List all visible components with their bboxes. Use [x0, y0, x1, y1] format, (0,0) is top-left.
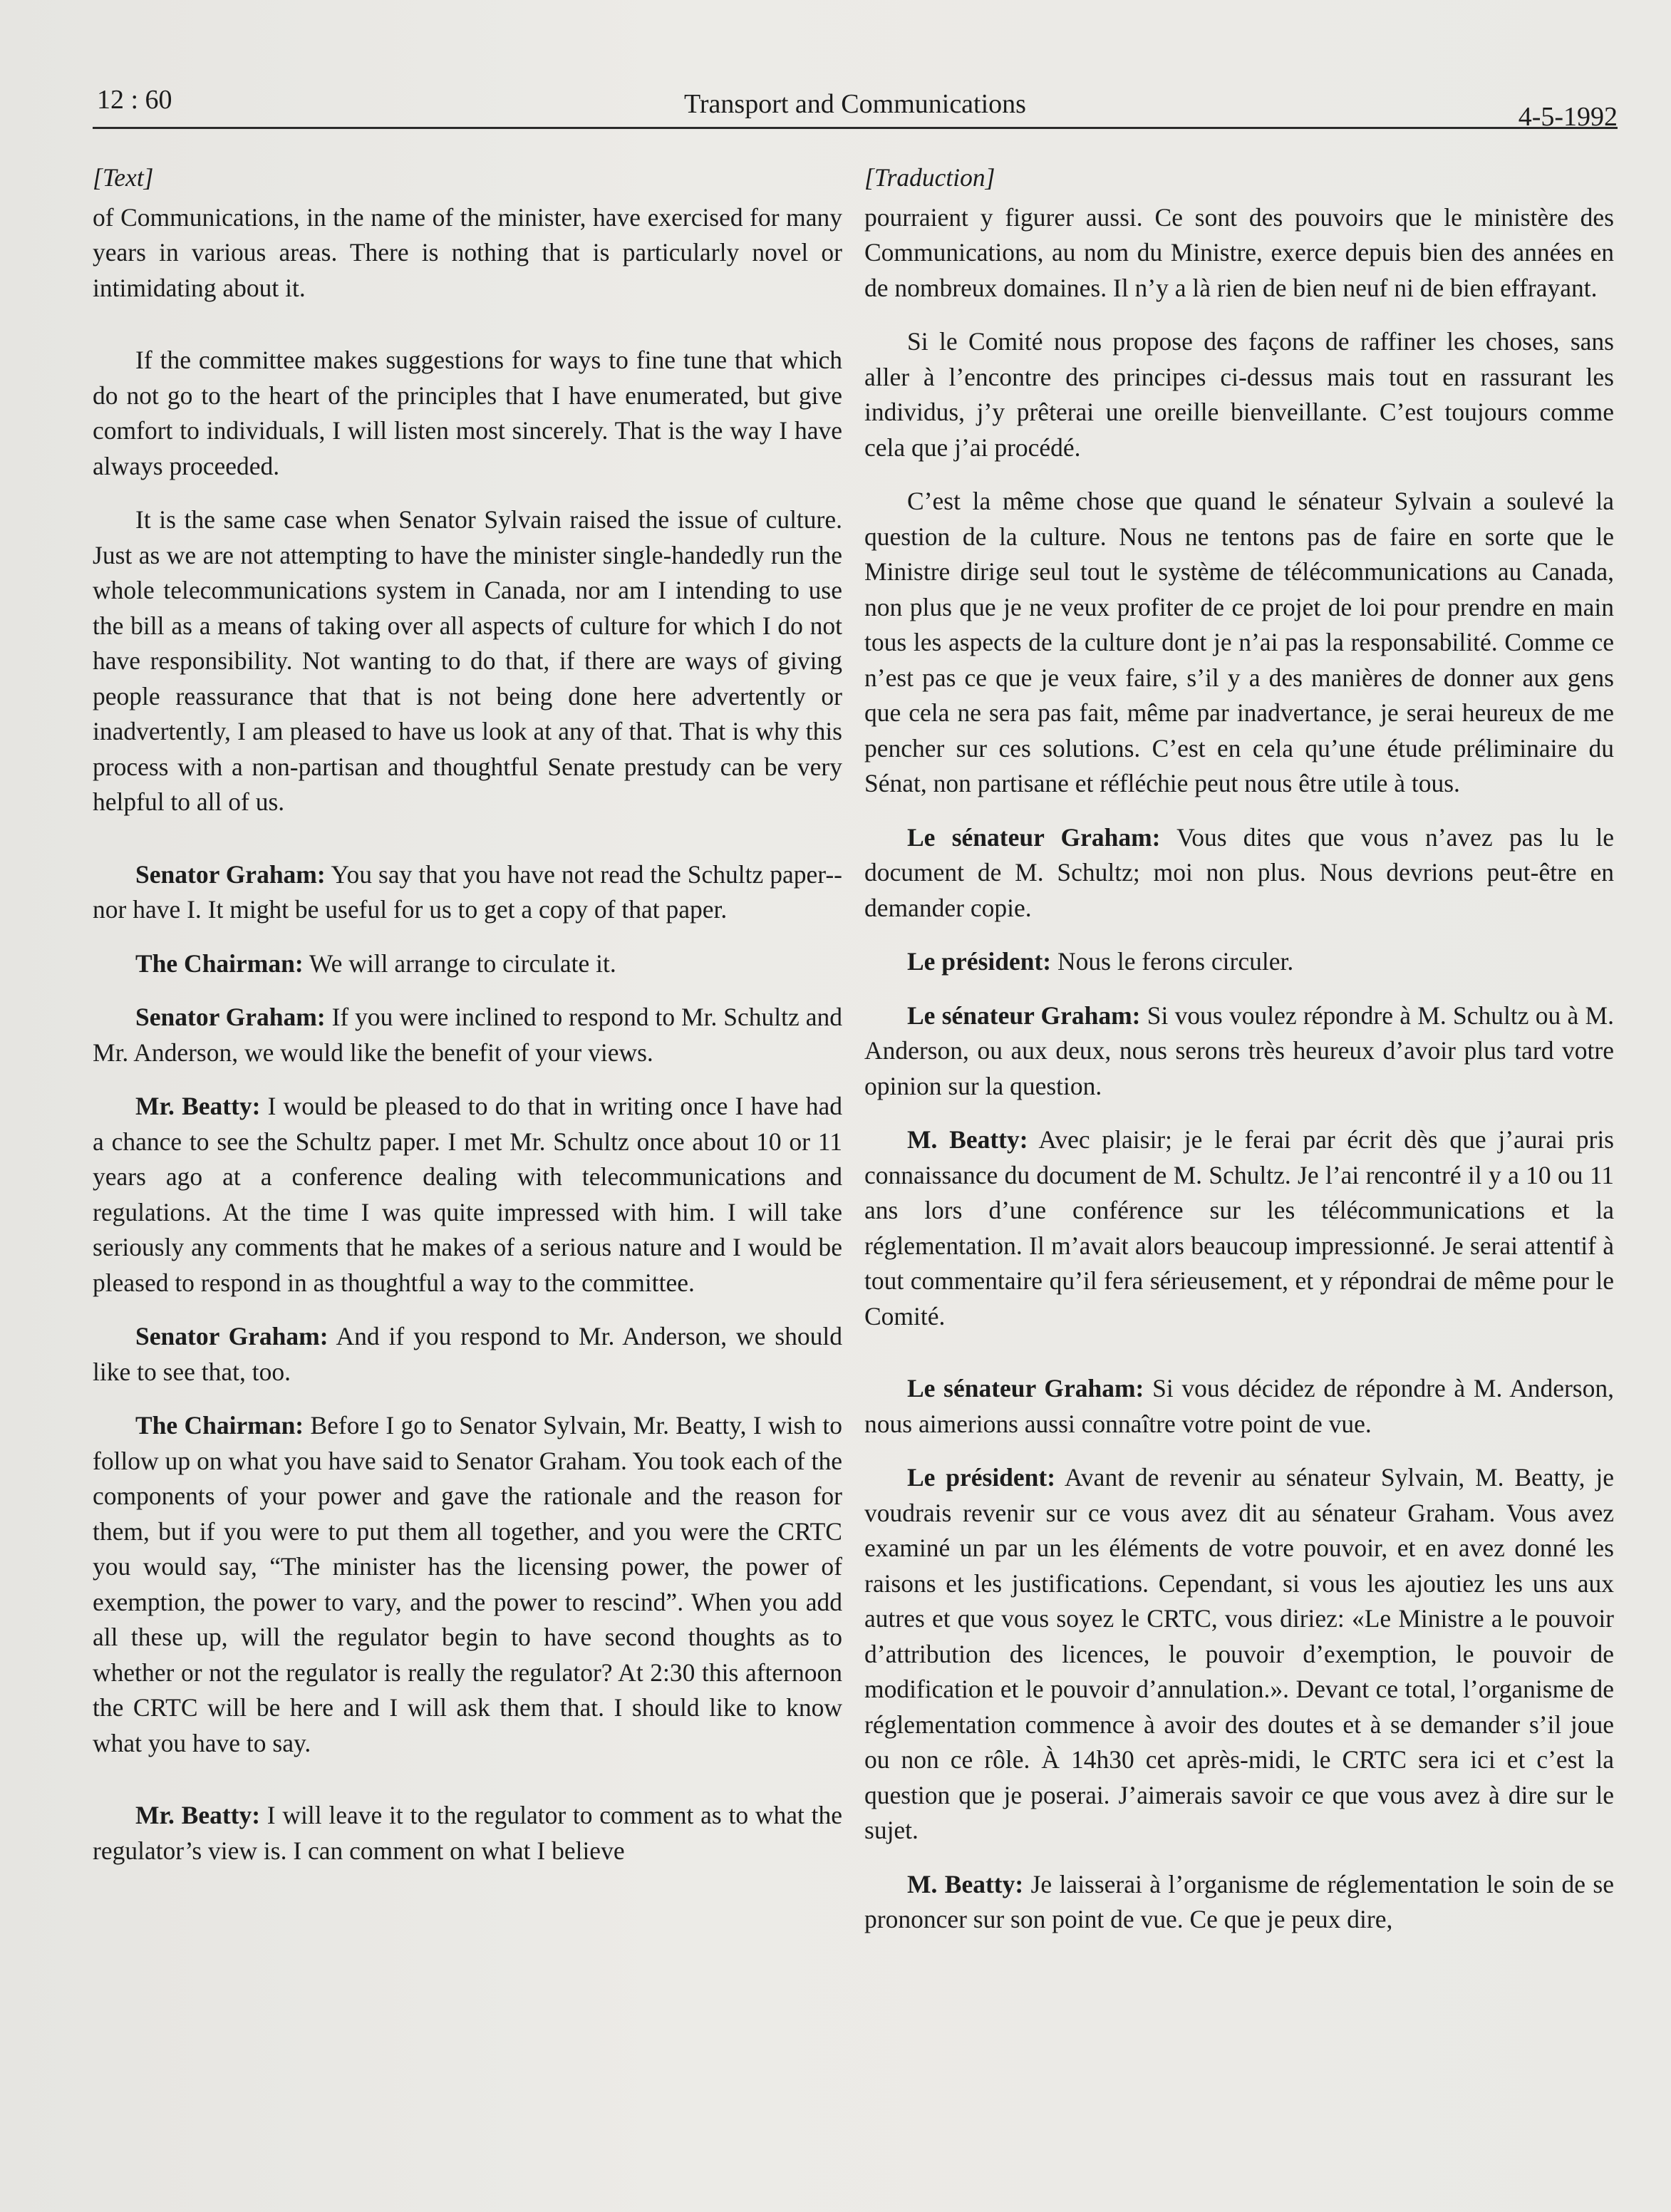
- speech-text: Avec plaisir; je le ferai par écrit dès que j’aurai pris connaissance du document de M. Schultz. Je l’ai rencontré il y a 10 ou 11 ans lors d’une conférence sur les télécommunications et la réglementation. Il m’avait alors beaucoup impressionné. Je serai attentif à tout commentaire qu’il fera sérieusement, et y répondrai de même pour le Comité.: [864, 1125, 1614, 1330]
- speech-paragraph: [864, 1371, 1614, 1442]
- speaker-name: Mr. Beatty:: [135, 1801, 261, 1829]
- speech-paragraph: [93, 946, 842, 982]
- speech-paragraph: [93, 857, 842, 928]
- speech-text: Avant de revenir au sénateur Sylvain, M. Beatty, je voudrais revenir sur ce vous avez dit au sénateur Graham. Vous avez examiné un par un les éléments de votre pouvoir, et en avez donné les raisons et les justifications. Cependant, si vous les ajoutiez les uns aux autres et que vous soyez le CRTC, vous diriez: «Le Ministre a le pouvoir d’attribution des licences, le pouvoir d’exemption, le pouvoir de modification et le pouvoir d’annulation.». Devant ce total, l’organisme de réglementation commence à avoir des doutes et à se demander s’il joue ou non ce rôle. À 14h30 cet après-midi, le CRTC sera ici et c’est la question que je poserai. J’aimerais savoir ce que vous avez à dire sur le sujet.: [864, 1463, 1614, 1844]
- speech-text: I will leave it to the regulator to comment as to what the regulator’s view is. I can comment on what I believe: [93, 1801, 842, 1865]
- paragraph: Si le Comité nous propose des façons de raffiner les choses, sans aller à l’encontre des principes ci-dessus mais tout en rassurant les individus, j’y prêterai une oreille bienveillante. C’est toujours comme cela que j’ai procédé.: [864, 327, 1614, 462]
- speech-text: Before I go to Senator Sylvain, Mr. Beatty, I wish to follow up on what you have said to Senator Graham. You took each of the components of your power and gave the rationale and the reason for them, but if you were to put them all together, and you were the CRTC you would say, “The minister has the licensing power, the power of exemption, the power to vary, and the power to rescind”. When you add all these up, will the regulator begin to have second thoughts as to whether or not the regulator is really the regulator? At 2:30 this afternoon the CRTC will be here and I will ask them that. I should like to know what you have to say.: [93, 1411, 842, 1757]
- speaker-name: Le président:: [907, 1463, 1056, 1492]
- speaker-name: Senator Graham:: [135, 1003, 326, 1031]
- speech-text: You say that you have not read the Schultz paper--nor have I. It might be useful for us to get a copy of that paper.: [93, 859, 842, 924]
- speech-text: Nous le ferons circuler.: [1051, 947, 1294, 976]
- english-column: [93, 160, 842, 1887]
- speech-paragraph: [864, 944, 1614, 980]
- speech-paragraph: [864, 1122, 1614, 1334]
- speaker-name: Le sénateur Graham:: [907, 1374, 1144, 1402]
- speaker-name: The Chairman:: [135, 1411, 304, 1440]
- speech-text: We will arrange to circulate it.: [303, 949, 616, 978]
- speaker-name: M. Beatty:: [907, 1869, 1024, 1898]
- speech-paragraph: [93, 1089, 842, 1301]
- speaker-name: Le sénateur Graham:: [907, 822, 1161, 852]
- page-header: [93, 80, 1618, 132]
- speech-paragraph: [864, 998, 1614, 1105]
- speaker-name: Le sénateur Graham:: [907, 1001, 1141, 1030]
- speech-paragraph: [93, 1319, 842, 1390]
- speaker-name: M. Beatty:: [907, 1125, 1028, 1154]
- speech-paragraph: [864, 820, 1614, 926]
- speaker-name: The Chairman:: [135, 949, 304, 978]
- speech-text: Si vous voulez répondre à M. Schultz ou à M. Anderson, ou aux deux, nous serons très heureux d’avoir plus tard votre opinion sur la question.: [864, 1001, 1614, 1100]
- speech-text: And if you respond to Mr. Anderson, we should like to see that, too.: [93, 1322, 842, 1386]
- language-tag: [Traduction]: [864, 163, 995, 192]
- speaker-name: Senator Graham:: [135, 859, 326, 889]
- speaker-name: Le président:: [907, 947, 1052, 976]
- speech-text: Je laisserai à l’organisme de réglementation le soin de se prononcer sur son point de vue. Ce que je peux dire,: [864, 1869, 1614, 1933]
- speech-paragraph: [93, 1408, 842, 1761]
- speech-text: If you were inclined to respond to Mr. Schultz and Mr. Anderson, we would like the benefit of your views.: [93, 1003, 842, 1067]
- page-number: 12 : 60: [97, 85, 172, 115]
- paragraph: C’est la même chose que quand le sénateur Sylvain a soulevé la question de la culture. Nous ne tentons pas de faire en sorte que le Ministre dirige seul tout le système de télécommunications au Canada, non plus que je ne veux profiter de ce projet de loi pour prendre en main tous les aspects de la culture dont je n’ai pas la responsabilité. Comme ce n’est pas ce que je veux faire, s’il y a des manières de donner aux gens que cela ne sera pas fait, même par inadvertance, je serai heureux de me pencher sur ces solutions. C’est en cela qu’une étude préliminaire du Sénat, non partisane et réfléchie peut nous être utile à tous.: [864, 487, 1614, 797]
- language-tag: [Text]: [93, 163, 154, 192]
- paragraph: of Communications, in the name of the minister, have exercised for many years in various areas. There is nothing that is particularly novel or intimidating about it.: [93, 202, 842, 302]
- paragraph: If the committee makes suggestions for ways to fine tune that which do not go to the heart of the principles that I have enumerated, but give comfort to individuals, I will listen most sincerely. That is the way I have always proceeded.: [93, 346, 842, 480]
- speech-paragraph: [93, 1000, 842, 1070]
- speech-paragraph: [864, 1867, 1614, 1938]
- speech-paragraph: [93, 1798, 842, 1869]
- paragraph: pourraient y figurer aussi. Ce sont des pouvoirs que le ministère des Communications, au nom du Ministre, exerce depuis bien des années en de nombreux domaines. Il n’y a là rien de bien neuf ni de bien effrayant.: [864, 202, 1614, 302]
- french-column: [864, 160, 1614, 1956]
- speech-text: Vous dites que vous n’avez pas lu le document de M. Schultz; moi non plus. Nous devrions peut-être en demander copie.: [864, 822, 1614, 922]
- paragraph: It is the same case when Senator Sylvain raised the issue of culture. Just as we are not attempting to have the minister single-handedly run the whole telecommunications system in Canada, nor am I intending to use the bill as a means of taking over all aspects of culture for which I do not have responsibility. Not wanting to do that, if there are ways of giving people reassurance that that is not being done here advertently or inadvertently, I am pleased to have us look at any of that. That is why this process with a non-partisan and thoughtful Senate prestudy can be very helpful to all of us.: [93, 505, 842, 816]
- speech-paragraph: [864, 1460, 1614, 1849]
- speech-text: Si vous décidez de répondre à M. Anderson, nous aimerions aussi connaître votre point de vue.: [864, 1374, 1614, 1438]
- speech-text: I would be pleased to do that in writing once I have had a chance to see the Schultz paper. I met Mr. Schultz once about 10 or 11 years ago at a conference dealing with telecommunications and regulations. At the time I was quite impressed with him. I will take seriously any comments that he makes of a serious nature and I would be pleased to respond in as thoughtful a way to the committee.: [93, 1092, 843, 1297]
- speaker-name: Mr. Beatty:: [135, 1092, 261, 1120]
- running-title: Transport and Communications: [684, 89, 1026, 119]
- speaker-name: Senator Graham:: [135, 1322, 328, 1350]
- header-date: 4-5-1992: [1518, 102, 1618, 132]
